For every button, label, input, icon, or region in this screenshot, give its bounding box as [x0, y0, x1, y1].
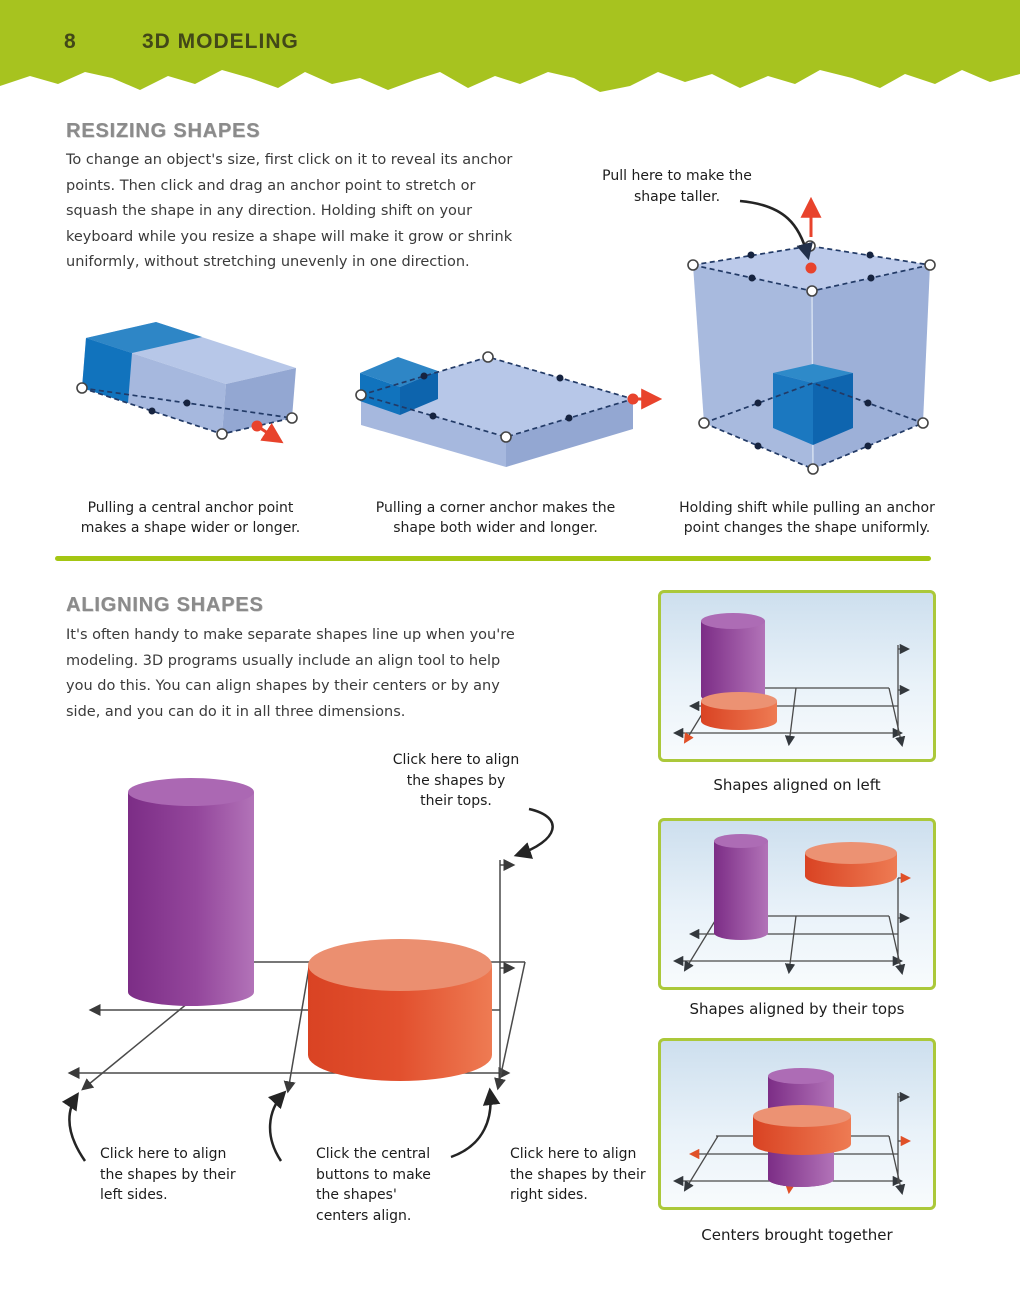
purple-cylinder-lower	[768, 1155, 834, 1187]
drag-arrow-icon	[628, 394, 659, 405]
purple-cylinder	[714, 834, 768, 940]
purple-cylinder	[701, 613, 765, 704]
panel-caption-aligned-left: Shapes aligned on left	[713, 776, 881, 794]
callout-pull-taller: Pull here to make the shape taller.	[602, 168, 752, 205]
orange-disc	[753, 1105, 851, 1155]
arrow-to-left-button	[69, 1095, 85, 1161]
callout-align-right: Click here to align the shapes by their right sides.	[510, 1146, 646, 1203]
figure-stretch-corner	[348, 295, 668, 475]
resizing-heading: RESIZING SHAPES	[66, 120, 261, 142]
page-title: 3D MODELING	[142, 30, 299, 53]
orange-disc	[805, 842, 897, 887]
caption-corner-anchor: Pulling a corner anchor makes the shape both wider and longer.	[375, 500, 616, 536]
purple-cylinder	[128, 778, 254, 1006]
figure-uniform-scale	[680, 185, 975, 495]
page-number: 8	[64, 30, 76, 53]
aligning-main-figure	[55, 745, 655, 1165]
panel-caption-aligned-tops: Shapes aligned by their tops	[689, 1000, 905, 1018]
panel-aligned-tops	[658, 818, 936, 990]
panel-caption-centers: Centers brought together	[701, 1226, 893, 1244]
small-dark-cube	[773, 364, 853, 445]
arrow-to-center-button	[270, 1093, 284, 1161]
section-divider	[55, 556, 931, 561]
arrow-to-right-button	[451, 1091, 491, 1157]
callout-align-left: Click here to align the shapes by their left sides.	[100, 1146, 236, 1203]
figure-stretch-length	[64, 298, 304, 473]
callout-align-centers: Click the central buttons to make the shapes' centers align.	[316, 1146, 431, 1224]
aligning-heading: ALIGNING SHAPES	[66, 594, 264, 616]
arrow-to-top-button	[517, 809, 553, 855]
aligning-body: It's often handy to make separate shapes line up when you're modeling. 3D programs usually include an align tool to help you do this. You can align shapes by their centers or by any side, and you can do it in all three dimensions.	[66, 627, 515, 720]
resizing-body: To change an object's size, first click on it to reveal its anchor points. Then click and drag an anchor point to stretch or squash the shape in any direction. Holding shift on your keyboard while you resize a shape will make it grow or shrink uniformly, without stretching unevenly in one direction.	[66, 152, 513, 270]
caption-central-anchor: Pulling a central anchor point makes a shape wider or longer.	[80, 500, 301, 536]
orange-disc	[701, 692, 777, 730]
panel-aligned-left	[658, 590, 936, 762]
orange-disc	[308, 939, 492, 1081]
panel-centers-together	[658, 1038, 936, 1210]
callout-align-tops: Click here to align the shapes by their tops.	[392, 752, 520, 809]
mini-grid	[675, 878, 909, 973]
caption-shift-anchor: Holding shift while pulling an anchor point changes the shape uniformly.	[679, 500, 935, 536]
